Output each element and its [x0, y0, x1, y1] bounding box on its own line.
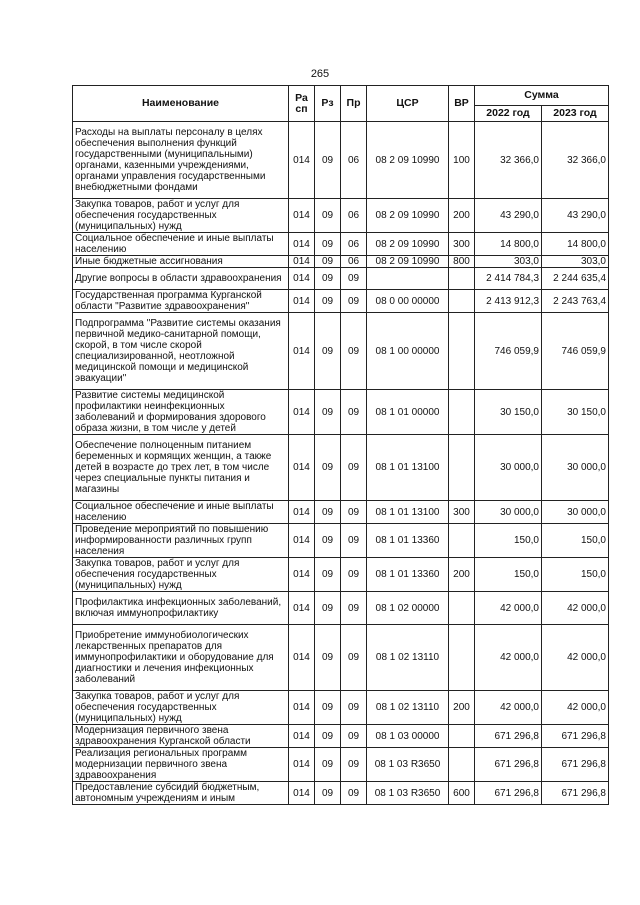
row-rz: 09 [315, 435, 341, 501]
row-rz: 09 [315, 313, 341, 390]
row-rasp: 014 [289, 256, 315, 268]
row-rasp: 014 [289, 725, 315, 748]
row-name: Обеспечение полноценным питанием беременных и кормящих женщин, а также детей в возрасте до трех лет, в том числе через специальные пункты питания и магазины [73, 435, 289, 501]
row-csr: 08 1 02 13110 [367, 691, 449, 725]
row-sum-2022: 746 059,9 [475, 313, 542, 390]
row-rz: 09 [315, 725, 341, 748]
table-row [73, 748, 609, 782]
row-rasp: 014 [289, 691, 315, 725]
row-pr: 09 [341, 748, 367, 782]
table-row [73, 501, 609, 524]
row-sum-2023: 42 000,0 [542, 592, 609, 625]
row-sum-2022: 2 413 912,3 [475, 290, 542, 313]
row-name: Развитие системы медицинской профилактики неинфекционных заболеваний и формирования здорового образа жизни, в том числе у детей [73, 390, 289, 435]
table-row [73, 233, 609, 256]
row-csr: 08 1 03 00000 [367, 725, 449, 748]
header-name: Наименование [73, 86, 289, 122]
row-sum-2022: 2 414 784,3 [475, 268, 542, 290]
row-vr [449, 290, 475, 313]
row-pr: 09 [341, 268, 367, 290]
table-row [73, 524, 609, 558]
row-sum-2022: 14 800,0 [475, 233, 542, 256]
row-sum-2023: 150,0 [542, 524, 609, 558]
budget-table [72, 85, 609, 805]
row-pr: 09 [341, 435, 367, 501]
row-csr: 08 1 01 00000 [367, 390, 449, 435]
row-vr: 800 [449, 256, 475, 268]
row-sum-2022: 30 000,0 [475, 435, 542, 501]
row-name: Приобретение иммунобиологических лекарственных препаратов для иммунопрофилактики и оборудование для диагностики и лечения инфекционных заболеваний [73, 625, 289, 691]
row-sum-2022: 671 296,8 [475, 725, 542, 748]
row-rasp: 014 [289, 290, 315, 313]
row-vr [449, 725, 475, 748]
row-vr: 100 [449, 122, 475, 199]
row-sum-2022: 671 296,8 [475, 748, 542, 782]
row-name: Иные бюджетные ассигнования [73, 256, 289, 268]
row-sum-2022: 43 290,0 [475, 199, 542, 233]
table-row [73, 256, 609, 268]
row-pr: 06 [341, 199, 367, 233]
row-rasp: 014 [289, 501, 315, 524]
row-sum-2023: 30 150,0 [542, 390, 609, 435]
row-name: Закупка товаров, работ и услуг для обеспечения государственных (муниципальных) нужд [73, 691, 289, 725]
row-sum-2023: 671 296,8 [542, 748, 609, 782]
table-row [73, 390, 609, 435]
row-name: Расходы на выплаты персоналу в целях обеспечения выполнения функций государственными (муниципальными) органами, казенными учреждениями, органами управления государственными внебюджетными фондами [73, 122, 289, 199]
table-row [73, 313, 609, 390]
row-rz: 09 [315, 748, 341, 782]
table-row [73, 558, 609, 592]
row-name: Предоставление субсидий бюджетным, автономным учреждениям и иным [73, 782, 289, 805]
row-rz: 09 [315, 122, 341, 199]
row-rz: 09 [315, 199, 341, 233]
row-sum-2022: 42 000,0 [475, 691, 542, 725]
table-row [73, 435, 609, 501]
table-row [73, 199, 609, 233]
row-rasp: 014 [289, 268, 315, 290]
row-sum-2022: 303,0 [475, 256, 542, 268]
row-csr: 08 1 01 13360 [367, 524, 449, 558]
row-rz: 09 [315, 290, 341, 313]
row-name: Проведение мероприятий по повышению информированности различных групп населения [73, 524, 289, 558]
row-sum-2023: 303,0 [542, 256, 609, 268]
row-rasp: 014 [289, 592, 315, 625]
header-csr: ЦСР [367, 86, 449, 122]
row-vr [449, 748, 475, 782]
row-name: Государственная программа Курганской области "Развитие здравоохранения" [73, 290, 289, 313]
row-rz: 09 [315, 592, 341, 625]
row-sum-2022: 32 366,0 [475, 122, 542, 199]
row-sum-2023: 671 296,8 [542, 782, 609, 805]
row-pr: 09 [341, 782, 367, 805]
row-name: Закупка товаров, работ и услуг для обеспечения государственных (муниципальных) нужд [73, 199, 289, 233]
row-sum-2023: 746 059,9 [542, 313, 609, 390]
row-name: Социальное обеспечение и иные выплаты населению [73, 233, 289, 256]
row-csr [367, 268, 449, 290]
row-sum-2022: 30 000,0 [475, 501, 542, 524]
row-name: Реализация региональных программ модернизации первичного звена здравоохранения [73, 748, 289, 782]
row-vr [449, 592, 475, 625]
row-pr: 09 [341, 313, 367, 390]
row-pr: 09 [341, 691, 367, 725]
row-sum-2023: 150,0 [542, 558, 609, 592]
row-pr: 09 [341, 725, 367, 748]
row-rz: 09 [315, 256, 341, 268]
row-name: Подпрограмма "Развитие системы оказания первичной медико-санитарной помощи, скорой, в том числе скорой специализированной, неотложной медицинской помощи и медицинской эвакуации" [73, 313, 289, 390]
table-row [73, 725, 609, 748]
row-rasp: 014 [289, 313, 315, 390]
row-sum-2023: 32 366,0 [542, 122, 609, 199]
row-vr: 200 [449, 558, 475, 592]
row-name: Профилактика инфекционных заболеваний, включая иммунопрофилактику [73, 592, 289, 625]
row-csr: 08 1 01 13100 [367, 435, 449, 501]
row-sum-2023: 42 000,0 [542, 625, 609, 691]
row-sum-2023: 30 000,0 [542, 435, 609, 501]
row-vr: 300 [449, 501, 475, 524]
row-sum-2022: 671 296,8 [475, 782, 542, 805]
row-rasp: 014 [289, 122, 315, 199]
row-sum-2022: 42 000,0 [475, 625, 542, 691]
row-pr: 06 [341, 233, 367, 256]
row-vr [449, 435, 475, 501]
row-rasp: 014 [289, 625, 315, 691]
row-csr: 08 0 00 00000 [367, 290, 449, 313]
row-sum-2023: 43 290,0 [542, 199, 609, 233]
header-pr: Пр [341, 86, 367, 122]
row-csr: 08 1 01 13360 [367, 558, 449, 592]
row-vr [449, 625, 475, 691]
row-rz: 09 [315, 524, 341, 558]
row-name: Закупка товаров, работ и услуг для обеспечения государственных (муниципальных) нужд [73, 558, 289, 592]
table-row [73, 122, 609, 199]
row-sum-2023: 30 000,0 [542, 501, 609, 524]
row-sum-2022: 150,0 [475, 524, 542, 558]
header-rasp: Ра сп [289, 86, 315, 122]
table-row [73, 290, 609, 313]
row-rz: 09 [315, 501, 341, 524]
row-sum-2023: 14 800,0 [542, 233, 609, 256]
row-pr: 09 [341, 558, 367, 592]
row-csr: 08 1 01 13100 [367, 501, 449, 524]
row-csr: 08 2 09 10990 [367, 233, 449, 256]
row-pr: 09 [341, 390, 367, 435]
row-csr: 08 1 03 R3650 [367, 748, 449, 782]
row-rasp: 014 [289, 435, 315, 501]
table-row [73, 691, 609, 725]
row-rasp: 014 [289, 390, 315, 435]
header-2023: 2023 год [542, 106, 609, 122]
row-sum-2023: 42 000,0 [542, 691, 609, 725]
row-csr: 08 1 02 00000 [367, 592, 449, 625]
row-vr: 300 [449, 233, 475, 256]
row-sum-2022: 30 150,0 [475, 390, 542, 435]
row-csr: 08 1 00 00000 [367, 313, 449, 390]
row-rz: 09 [315, 233, 341, 256]
row-rasp: 014 [289, 524, 315, 558]
table-row [73, 592, 609, 625]
row-rasp: 014 [289, 233, 315, 256]
row-rasp: 014 [289, 199, 315, 233]
row-csr: 08 2 09 10990 [367, 122, 449, 199]
row-csr: 08 2 09 10990 [367, 256, 449, 268]
row-pr: 06 [341, 122, 367, 199]
row-sum-2022: 150,0 [475, 558, 542, 592]
table-row [73, 625, 609, 691]
row-rasp: 014 [289, 558, 315, 592]
row-pr: 09 [341, 501, 367, 524]
row-sum-2022: 42 000,0 [475, 592, 542, 625]
row-rz: 09 [315, 625, 341, 691]
row-pr: 09 [341, 625, 367, 691]
page-number: 265 [310, 68, 330, 80]
row-csr: 08 1 02 13110 [367, 625, 449, 691]
row-rz: 09 [315, 691, 341, 725]
table-row [73, 268, 609, 290]
row-vr [449, 313, 475, 390]
row-name: Модернизация первичного звена здравоохранения Курганской области [73, 725, 289, 748]
row-pr: 09 [341, 290, 367, 313]
row-rz: 09 [315, 390, 341, 435]
row-csr: 08 2 09 10990 [367, 199, 449, 233]
row-vr [449, 524, 475, 558]
row-sum-2023: 2 243 763,4 [542, 290, 609, 313]
row-rz: 09 [315, 558, 341, 592]
header-2022: 2022 год [475, 106, 542, 122]
row-vr [449, 390, 475, 435]
header-rz: Рз [315, 86, 341, 122]
row-rz: 09 [315, 782, 341, 805]
row-pr: 09 [341, 592, 367, 625]
row-rasp: 014 [289, 748, 315, 782]
row-name: Другие вопросы в области здравоохранения [73, 268, 289, 290]
row-rasp: 014 [289, 782, 315, 805]
header-vr: ВР [449, 86, 475, 122]
row-sum-2023: 2 244 635,4 [542, 268, 609, 290]
row-vr: 600 [449, 782, 475, 805]
row-pr: 06 [341, 256, 367, 268]
row-vr: 200 [449, 199, 475, 233]
row-pr: 09 [341, 524, 367, 558]
table-row [73, 782, 609, 805]
row-name: Социальное обеспечение и иные выплаты населению [73, 501, 289, 524]
row-sum-2023: 671 296,8 [542, 725, 609, 748]
row-vr: 200 [449, 691, 475, 725]
row-csr: 08 1 03 R3650 [367, 782, 449, 805]
header-sum: Сумма [475, 86, 609, 106]
row-vr [449, 268, 475, 290]
row-rz: 09 [315, 268, 341, 290]
